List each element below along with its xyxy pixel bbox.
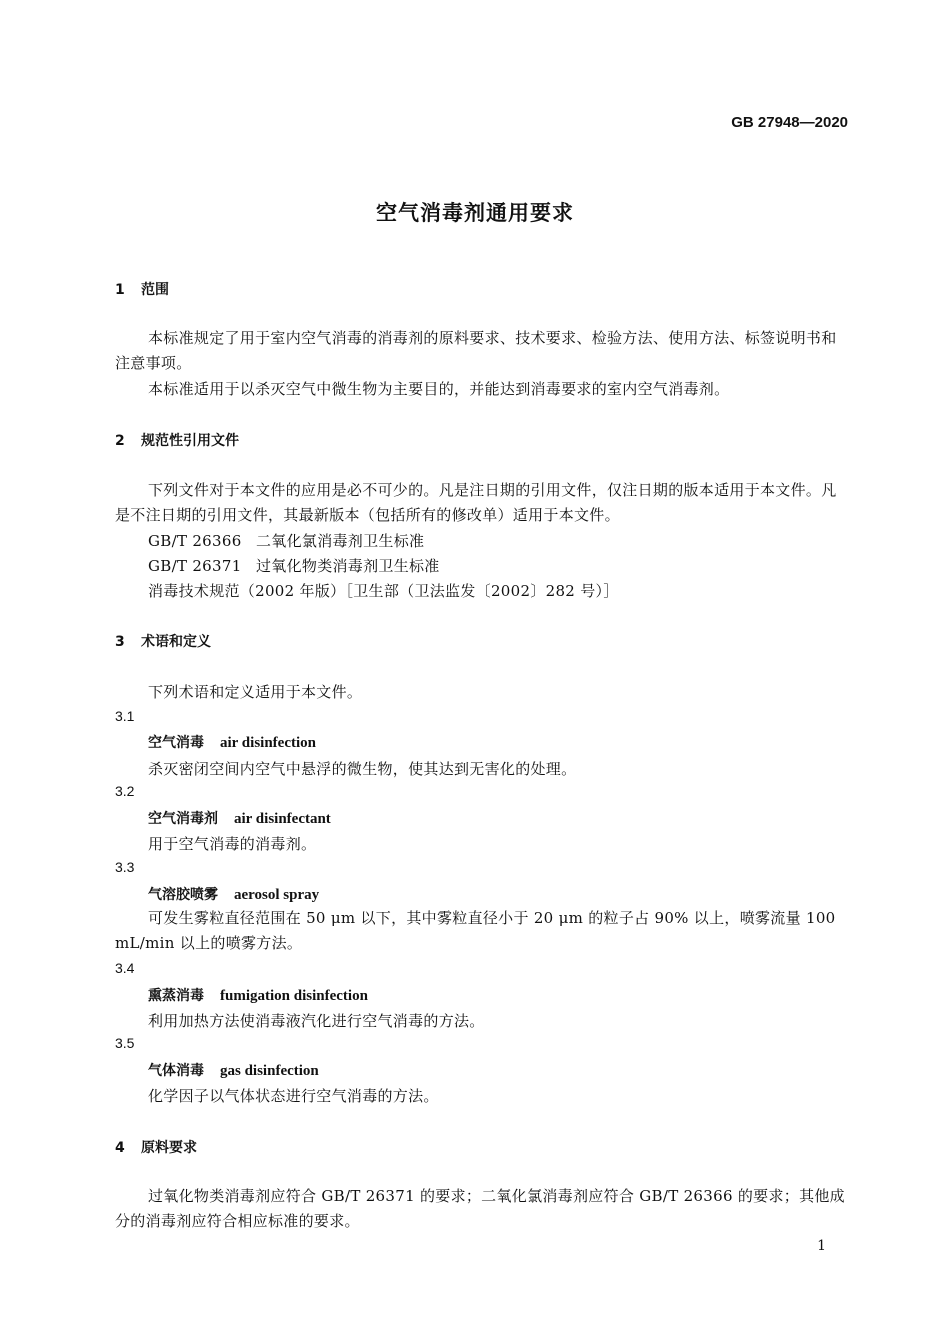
normative-intro: 下列文件对于本文件的应用是必不可少的。凡是注日期的引用文件，仅注日期的版本适用于本文件。凡是不注日期的引用文件，其最新版本（包括所有的修改单）适用于本文件。 [115,481,837,524]
term-zh: 空气消毒剂 [148,811,218,827]
term-entry [148,1060,319,1080]
reference-code: GB/T 26371 [148,557,242,575]
section-number: 3 [115,634,125,650]
reference-title: 过氧化物类消毒剂卫生标准 [256,557,440,575]
term-definition: 用于空气消毒的消毒剂。 [148,835,317,853]
reference-code: GB/T 26366 [148,532,242,550]
section-number: 2 [115,433,125,449]
section-title: 术语和定义 [141,634,211,650]
term-en: air disinfectant [234,811,331,827]
term-entry [148,808,331,828]
term-definition: 化学因子以气体状态进行空气消毒的方法。 [148,1087,439,1105]
term-entry [148,732,316,752]
term-entry [148,985,368,1005]
term-en: air disinfection [220,735,316,751]
term-zh: 气溶胶喷雾 [148,887,218,903]
section-3-heading [115,631,211,651]
section-title: 规范性引用文件 [141,433,239,449]
reference-item-extra: 消毒技术规范（2002 年版）［卫生部（卫法监发〔2002〕282 号）］ [148,582,619,600]
term-zh: 气体消毒 [148,1063,204,1079]
term-en: fumigation disinfection [220,988,368,1004]
clause-number: 3.1 [115,708,135,724]
term-en: aerosol spray [234,887,320,903]
section-1-heading [115,279,169,299]
terms-intro: 下列术语和定义适用于本文件。 [148,683,363,701]
section-number: 1 [115,282,125,298]
term-definition: 可发生雾粒直径范围在 50 μm 以下，其中雾粒直径小于 20 μm 的粒子占 90% 以上，喷雾流量 100 mL/min 以上的喷雾方法。 [115,909,836,952]
term-zh: 熏蒸消毒 [148,988,204,1004]
section-title: 原料要求 [141,1140,197,1156]
section-title: 范围 [141,282,169,298]
standard-number: GB 27948—2020 [731,114,848,131]
scope-paragraph-1: 本标准规定了用于室内空气消毒的消毒剂的原料要求、技术要求、检验方法、使用方法、标签说明书和注意事项。 [115,329,837,372]
term-definition: 利用加热方法使消毒液汽化进行空气消毒的方法。 [148,1012,485,1030]
term-definition: 杀灭密闭空间内空气中悬浮的微生物，使其达到无害化的处理。 [148,760,577,778]
reference-title: 二氧化氯消毒剂卫生标准 [256,532,425,550]
scope-paragraph-2: 本标准适用于以杀灭空气中微生物为主要目的，并能达到消毒要求的室内空气消毒剂。 [148,380,730,398]
term-en: gas disinfection [220,1063,319,1079]
section-number: 4 [115,1140,125,1156]
document-title: 空气消毒剂通用要求 [376,201,574,225]
clause-number: 3.3 [115,859,135,875]
reference-item [148,530,424,551]
clause-number: 3.5 [115,1035,135,1051]
page-number: 1 [817,1238,826,1254]
term-zh: 空气消毒 [148,735,204,751]
materials-paragraph: 过氧化物类消毒剂应符合 GB/T 26371 的要求；二氧化氯消毒剂应符合 GB/T 26366 的要求；其他成分的消毒剂应符合相应标准的要求。 [115,1187,845,1230]
section-4-heading [115,1137,197,1157]
section-2-heading [115,430,239,450]
clause-number: 3.4 [115,960,135,976]
clause-number: 3.2 [115,783,135,799]
reference-item [148,555,440,576]
term-entry [148,884,319,904]
